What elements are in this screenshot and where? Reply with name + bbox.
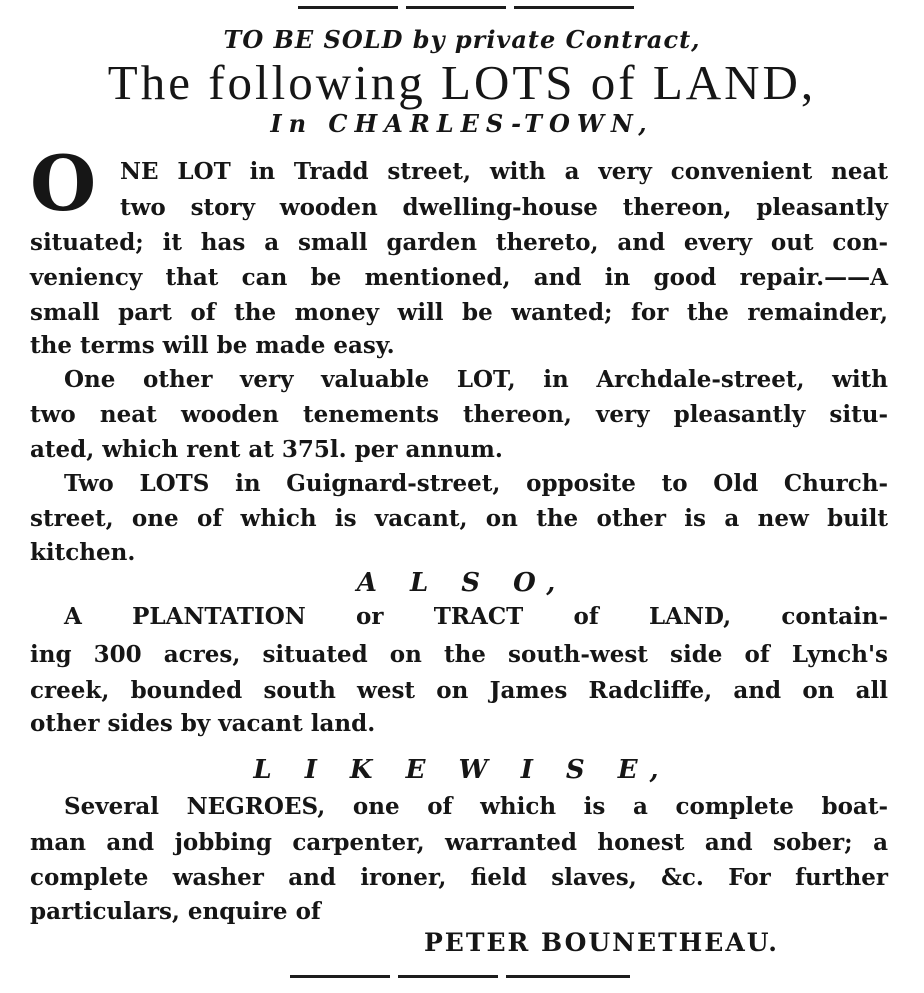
top-rule-right xyxy=(514,6,634,9)
para2-line1: One other very valuable LOT, in Archdale-street, with xyxy=(64,366,888,393)
drop-cap: O xyxy=(30,139,97,228)
para4-line4: other sides by vacant land. xyxy=(30,710,376,737)
para3-line1: Two LOTS in Guignard-street, opposite to Old Church- xyxy=(64,470,888,497)
top-rule-left xyxy=(298,6,398,9)
para1-line5: small part of the money will be wanted; for the remainder, xyxy=(30,299,888,326)
para1-line3: situated; it has a small garden thereto, and every out con- xyxy=(30,229,888,256)
para1-line2: two story wooden dwelling-house thereon, pleasantly xyxy=(120,194,888,221)
header-italic: TO BE SOLD by private Contract, xyxy=(223,25,701,54)
para5-line1: Several NEGROES, one of which is a complete boat- xyxy=(64,793,888,820)
para4-line2: ing 300 acres, situated on the south-west side of Lynch's xyxy=(30,641,888,668)
top-rule-center xyxy=(406,6,506,9)
para4-line3: creek, bounded south west on James Radcliffe, and on all xyxy=(30,677,888,704)
bottom-rule-right xyxy=(506,975,630,978)
likewise-heading: L I K E W I S E, xyxy=(253,755,671,785)
para5-line4: particulars, enquire of xyxy=(30,898,321,925)
signature: PETER BOUNETHEAU. xyxy=(424,928,779,957)
subheadline: In CHARLES-TOWN, xyxy=(270,109,654,138)
bottom-rule-center xyxy=(398,975,498,978)
para1-line1: NE LOT in Tradd street, with a very convenient neat xyxy=(120,158,888,185)
para3-line3: kitchen. xyxy=(30,539,136,566)
headline: The following LOTS of LAND, xyxy=(107,55,817,110)
para1-line6: the terms will be made easy. xyxy=(30,332,395,359)
para2-line3: ated, which rent at 375l. per annum. xyxy=(30,436,503,463)
para5-line2: man and jobbing carpenter, warranted honest and sober; a xyxy=(30,829,888,856)
para3-line2: street, one of which is vacant, on the other is a new built xyxy=(30,505,888,532)
para1-line4: veniency that can be mentioned, and in good repair.——A xyxy=(30,264,888,291)
also-heading: A L S O, xyxy=(356,568,568,598)
para5-line3: complete washer and ironer, field slaves, &c. For further xyxy=(30,864,888,891)
para2-line2: two neat wooden tenements thereon, very pleasantly situ- xyxy=(30,401,888,428)
bottom-rule-left xyxy=(290,975,390,978)
para4-line1: A PLANTATION or TRACT of LAND, contain- xyxy=(64,603,888,630)
